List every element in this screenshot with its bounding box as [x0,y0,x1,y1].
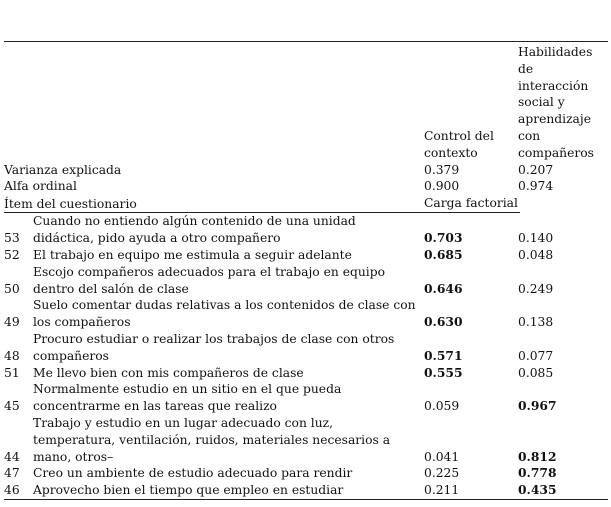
item-f1-loading: 0.225 [424,466,460,481]
table-row [4,365,608,382]
item-f1-loading: 0.041 [424,449,460,464]
item-f2-loading: 0.077 [518,348,554,363]
item-number: 44 [4,449,20,464]
item-number: 48 [4,348,20,363]
table-row [4,465,608,482]
table-row [4,264,608,298]
item-f1-loading: 0.630 [424,314,463,330]
factor1-header-text: Control del contexto [424,128,494,160]
item-number: 46 [4,483,20,498]
summary-row [4,162,608,179]
item-f1-loading: 0.555 [424,364,463,380]
summary-f1-value: 0.379 [424,162,460,177]
item-f2-loading: 0.778 [518,465,557,481]
loading-column-header [424,195,608,213]
table-row [4,381,608,415]
header-empty-cell [4,42,424,162]
item-f1-loading: 0.703 [424,230,463,246]
section-header-row [4,195,608,213]
item-number: 50 [4,281,20,296]
table-row [4,331,608,365]
item-text: Creo un ambiente de estudio adecuado para rendir [33,466,353,481]
summary-row [4,178,608,195]
item-text: Me llevo bien con mis compañeros de clase [33,365,304,380]
factor2-header-text: Habilidades de interacción social y aprendizaje con compañeros [518,45,594,160]
loading-column-header-text: Carga factorial [424,195,520,213]
item-text: Aprovecho bien el tiempo que empleo en estudiar [33,483,344,498]
item-text: Escojo compañeros adecuados para el trabajo en equipo dentro del salón de clase [33,264,385,296]
item-f2-loading: 0.967 [518,398,557,414]
item-f1-loading: 0.685 [424,247,463,263]
table-row [4,297,608,331]
item-number: 52 [4,248,20,263]
item-text: Normalmente estudio en un sitio en el que pueda concentrarme en las tareas que realizo [33,382,342,414]
item-text: Trabajo y estudio en un lugar adecuado con luz, temperatura, ventilación, ruidos, materiales necesarios a mano, otros– [33,416,391,464]
item-f1-loading: 0.571 [424,347,463,363]
item-f2-loading: 0.140 [518,231,554,246]
factor-loadings-table-container [4,41,608,500]
header-row [4,42,608,162]
item-number: 47 [4,466,20,481]
table-row [4,415,608,465]
table-row [4,247,608,264]
item-column-header: Ítem del cuestionario [4,195,424,213]
item-text: El trabajo en equipo me estimula a seguir adelante [33,248,352,263]
item-text: Procuro estudiar o realizar los trabajos de clase con otros compañeros [33,332,395,363]
item-f2-loading: 0.048 [518,248,554,263]
item-number: 49 [4,315,20,330]
item-f2-loading: 0.085 [518,365,554,380]
item-text: Suelo comentar dudas relativas a los contenidos de clase con los compañeros [33,298,416,330]
item-text: Cuando no entiendo algún contenido de una unidad didáctica, pido ayuda a otro compañero [33,214,356,246]
factor-loadings-table [4,42,608,499]
item-number: 45 [4,399,20,414]
item-f2-loading: 0.812 [518,448,557,464]
factor1-header [424,42,518,162]
table-body [4,42,608,499]
item-f2-loading: 0.138 [518,315,554,330]
table-row [4,213,608,247]
summary-f2-value: 0.207 [518,162,554,177]
item-f1-loading: 0.211 [424,483,460,498]
item-f2-loading: 0.249 [518,281,554,296]
item-number: 53 [4,231,20,246]
table-row [4,482,608,499]
summary-label: Alfa ordinal [4,179,77,194]
summary-f1-value: 0.900 [424,179,460,194]
factor2-header [518,42,608,162]
item-f2-loading: 0.435 [518,482,557,498]
item-f1-loading: 0.059 [424,399,460,414]
summary-label: Varianza explicada [4,162,122,177]
item-f1-loading: 0.646 [424,280,463,296]
summary-f2-value: 0.974 [518,179,554,194]
item-number: 51 [4,365,20,380]
